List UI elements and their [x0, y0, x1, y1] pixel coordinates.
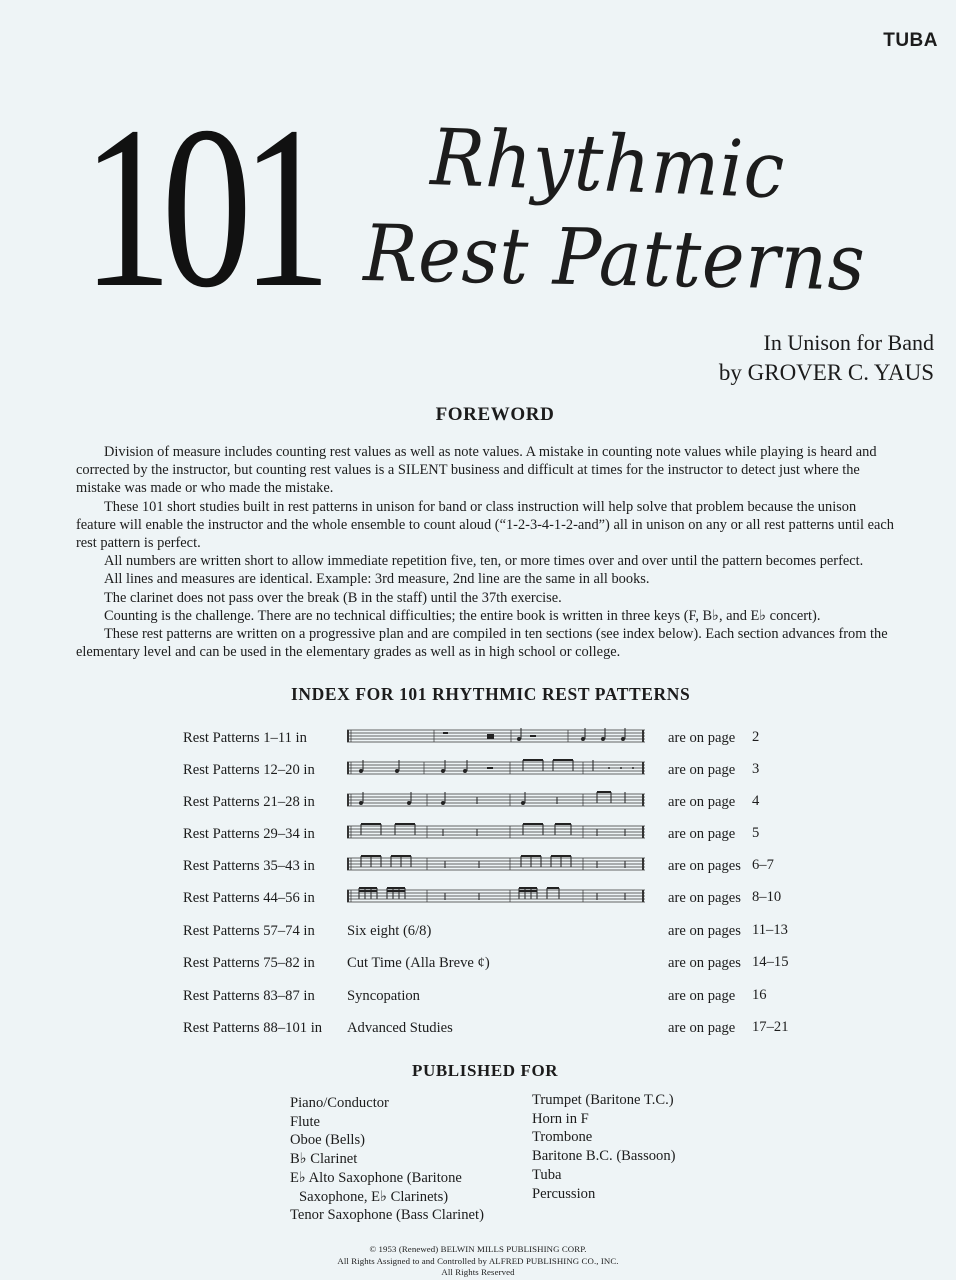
instrument-label: TUBA [883, 30, 938, 51]
index-row-pages: 17–21 [752, 1019, 789, 1035]
instrument-item: Trumpet (Baritone T.C.) [532, 1092, 674, 1108]
instrument-item: Tuba [532, 1166, 562, 1183]
index-row-description: Syncopation [347, 988, 420, 1004]
foreword-paragraph: These rest patterns are written on a progressive plan and are compiled in ten sections (see index below). Each section advances from the elementary level and can be used in the elementary grades as well as in high school or college. [76, 626, 888, 661]
author: by GROVER C. YAUS [718, 360, 934, 385]
title-number: 101 [82, 79, 321, 336]
rhythm-staff [347, 885, 647, 907]
index-row-page-label: are on page [668, 826, 736, 842]
index-row-pages: 5 [752, 825, 760, 841]
instrument-item: Tenor Saxophone (Bass Clarinet) [290, 1207, 484, 1224]
index-row-page-label: are on page [668, 988, 736, 1004]
index-row-label: Rest Patterns 57–74 in [183, 923, 315, 939]
index-row-page-label: are on page [668, 794, 736, 810]
index-row-page-label: are on page [668, 730, 736, 746]
title-rhythmic: Rhythmic [429, 113, 787, 217]
subtitle: In Unison for Band [763, 330, 934, 355]
index-row-pages: 4 [752, 793, 760, 809]
instrument-item: Piano/Conductor [290, 1095, 389, 1111]
published-heading: PUBLISHED FOR [412, 1061, 559, 1080]
foreword-paragraph: All lines and measures are identical. Example: 3rd measure, 2nd line are the same in all books. [104, 571, 650, 588]
instrument-item: Trombone [532, 1129, 593, 1146]
index-row-label: Rest Patterns 44–56 in [183, 890, 315, 906]
rhythm-staff [347, 789, 647, 811]
foreword-text [76, 443, 898, 661]
rhythm-staff [347, 757, 647, 779]
index-row [0, 789, 956, 821]
foreword-paragraph: Counting is the challenge. There are no technical difficulties; the entire book is written in three keys (F, B♭, and E♭ concert). [104, 607, 821, 624]
index-row-label: Rest Patterns 29–34 in [183, 826, 315, 842]
index-row [0, 853, 956, 885]
instrument-item: Horn in F [532, 1110, 589, 1127]
index-row-label: Rest Patterns 75–82 in [183, 955, 315, 971]
index-row [0, 1015, 956, 1047]
rhythm-staff [347, 821, 647, 843]
rhythm-staff [347, 853, 647, 875]
foreword-paragraph: These 101 short studies built in rest patterns in unison for band or class instruction will help solve that problem because the unison feature will enable the instructor and the whole ensemble to count aloud (“1-2-3-4-1-2-and”) all in unison on any or all rest patterns until each rest pattern is perfect. [76, 498, 894, 552]
index-row-page-label: are on pages [668, 858, 741, 874]
instrument-item: Flute [290, 1113, 320, 1130]
foreword-heading: FOREWORD [435, 404, 555, 425]
index-row [0, 725, 956, 757]
index-row [0, 885, 956, 917]
instrument-item: Oboe (Bells) [290, 1132, 365, 1149]
copyright-line: All Rights Assigned to and Controlled by ALFRED PUBLISHING CO., INC. [337, 1255, 619, 1266]
index-row-pages: 8–10 [752, 889, 782, 905]
published-list-left [290, 1094, 484, 1225]
index-row-label: Rest Patterns 12–20 in [183, 762, 315, 778]
instrument-item: Percussion [532, 1185, 596, 1202]
index-row-label: Rest Patterns 83–87 in [183, 988, 315, 1004]
instrument-item: E♭ Alto Saxophone (Baritone [290, 1169, 462, 1186]
rhythm-staff [347, 725, 647, 747]
index-row-page-label: are on pages [668, 955, 741, 971]
index-row-description: Six eight (6/8) [347, 923, 432, 939]
index-row [0, 983, 956, 1015]
index-row [0, 950, 956, 982]
index-row-label: Rest Patterns 21–28 in [183, 794, 315, 810]
index-row-description: Cut Time (Alla Breve ¢) [347, 955, 490, 971]
staff-lines [347, 730, 645, 742]
index-row-pages: 16 [752, 987, 767, 1003]
foreword-paragraph: Division of measure includes counting rest values as well as note values. A mistake in counting note values while playing is heard and corrected by the instructor, but counting rest values is a SILENT business and difficult at times for the instructor to detect just where the mistake was made or who made the mistake. [76, 444, 877, 497]
index-heading: INDEX FOR 101 RHYTHMIC REST PATTERNS [291, 684, 691, 704]
index-row-page-label: are on pages [668, 890, 741, 906]
foreword-paragraph: All numbers are written short to allow immediate repetition five, ten, or more times over and over until the pattern becomes perfect. [104, 553, 864, 570]
index-row-pages: 11–13 [752, 922, 788, 938]
instrument-item: Saxophone, E♭ Clarinets) [299, 1188, 449, 1205]
index-row [0, 821, 956, 853]
index-row-label: Rest Patterns 1–11 in [183, 730, 307, 746]
index-row-pages: 2 [752, 729, 760, 745]
index-row-page-label: are on page [668, 1020, 736, 1036]
index-row-description: Advanced Studies [347, 1020, 453, 1036]
foreword-paragraph: The clarinet does not pass over the break (B in the staff) until the 37th exercise. [104, 589, 562, 606]
index-row-pages: 3 [752, 761, 760, 777]
index-row-label: Rest Patterns 35–43 in [183, 858, 315, 874]
copyright-line: © 1953 (Renewed) BELWIN MILLS PUBLISHING CORP. [369, 1244, 587, 1254]
index-row-page-label: are on page [668, 762, 736, 778]
title-rest-patterns: Rest Patterns [362, 209, 867, 309]
index-row-pages: 14–15 [752, 954, 789, 970]
instrument-item: B♭ Clarinet [290, 1151, 358, 1168]
instrument-item: Baritone B.C. (Bassoon) [532, 1148, 676, 1165]
index-row-pages: 6–7 [752, 857, 774, 873]
index-row [0, 757, 956, 789]
copyright [0, 1244, 956, 1279]
index-row-page-label: are on pages [668, 923, 741, 939]
copyright-line: All Rights Reserved [441, 1267, 515, 1277]
published-list-right [532, 1091, 676, 1203]
index-row [0, 918, 956, 950]
index-row-label: Rest Patterns 88–101 in [183, 1020, 323, 1036]
